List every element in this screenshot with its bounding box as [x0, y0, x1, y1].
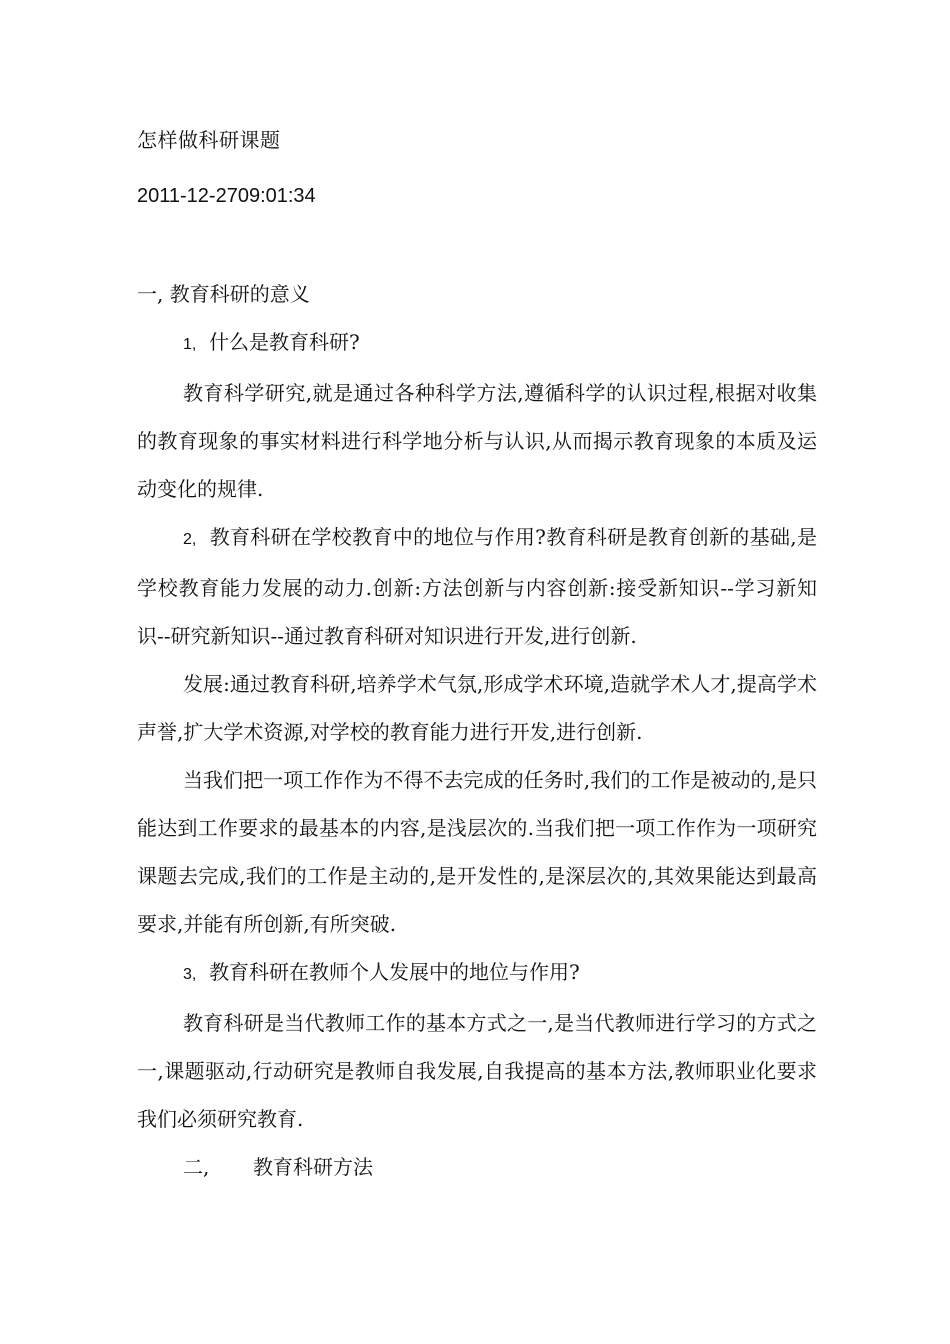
question-3-text: 教育科研在教师个人发展中的地位与作用?	[209, 960, 580, 984]
section-2-label: 二,	[183, 1155, 210, 1179]
document-timestamp: 2011-12-2709:01:34	[137, 185, 316, 207]
question-1	[137, 318, 817, 369]
document-body	[137, 270, 817, 1191]
section-1-heading: 一, 教育科研的意义	[137, 282, 310, 306]
question-3	[137, 948, 817, 999]
question-1-number: 1,	[183, 336, 197, 353]
question-2	[137, 513, 817, 660]
document-title: 怎样做科研课题	[137, 128, 281, 152]
paragraph-1: 教育科学研究,就是通过各种科学方法,遵循科学的认识过程,根据对收集的教育现象的事实材料进行科学地分析与认识,从而揭示教育现象的本质及运动变化的规律.	[137, 381, 817, 501]
paragraph-3: 当我们把一项工作作为不得不去完成的任务时,我们的工作是被动的,是只能达到工作要求的最基本的内容,是浅层次的.当我们把一项工作作为一项研究课题去完成,我们的工作是主动的,是开发性的,是深层次的,其效果能达到最高要求,并能有所创新,有所突破.	[137, 768, 817, 936]
question-2-number: 2,	[183, 531, 197, 548]
paragraph-2: 发展:通过教育科研,培养学术气氛,形成学术环境,造就学术人才,提高学术声誉,扩大学术资源,对学校的教育能力进行开发,进行创新.	[137, 672, 817, 744]
question-2-text: 教育科研在学校教育中的地位与作用?教育科研是教育创新的基础,是学校教育能力发展的动力.创新:方法创新与内容创新:接受新知识--学习新知识--研究新知识--通过教育科研对知识进行开发,进行创新.	[137, 525, 817, 648]
section-2-heading-text: 教育科研方法	[253, 1155, 373, 1179]
question-1-text: 什么是教育科研?	[209, 330, 360, 354]
section-2-heading	[137, 1143, 817, 1191]
question-3-number: 3,	[183, 966, 197, 983]
paragraph-4: 教育科研是当代教师工作的基本方式之一,是当代教师进行学习的方式之一,课题驱动,行动研究是教师自我发展,自我提高的基本方法,教师职业化要求我们必须研究教育.	[137, 1011, 817, 1131]
